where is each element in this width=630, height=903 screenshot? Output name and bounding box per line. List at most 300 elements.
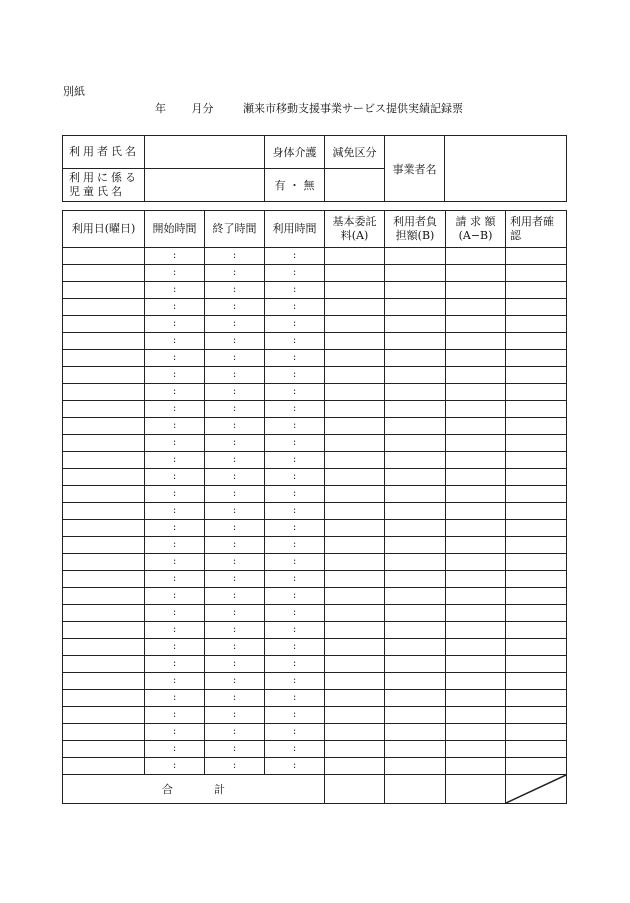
- usage-time-cell[interactable]: [265, 486, 325, 503]
- time-separator: :: [292, 250, 297, 261]
- user-burden-cell[interactable]: [385, 588, 446, 605]
- date-cell[interactable]: [63, 384, 145, 401]
- start-time-cell[interactable]: [145, 316, 205, 333]
- provider-name-field[interactable]: [445, 136, 567, 202]
- total-char-1: 合: [162, 783, 173, 796]
- start-time-cell[interactable]: [145, 350, 205, 367]
- end-time-cell[interactable]: [205, 588, 265, 605]
- end-time-cell[interactable]: [205, 401, 265, 418]
- date-cell[interactable]: [63, 588, 145, 605]
- date-cell[interactable]: [63, 282, 145, 299]
- end-time-cell[interactable]: [205, 248, 265, 265]
- base-fee-cell[interactable]: [325, 452, 385, 469]
- child-name-field[interactable]: [145, 169, 265, 202]
- date-cell[interactable]: [63, 639, 145, 656]
- end-time-cell[interactable]: [205, 520, 265, 537]
- confirm-cell[interactable]: [506, 384, 567, 401]
- user-burden-cell[interactable]: [385, 571, 446, 588]
- record-rows: [63, 248, 567, 775]
- base-fee-cell[interactable]: [325, 418, 385, 435]
- end-time-cell[interactable]: [205, 384, 265, 401]
- user-burden-cell[interactable]: [385, 452, 446, 469]
- date-cell[interactable]: [63, 571, 145, 588]
- start-time-cell[interactable]: [145, 435, 205, 452]
- billing-cell[interactable]: [446, 452, 506, 469]
- start-time-cell[interactable]: [145, 333, 205, 350]
- user-burden-cell[interactable]: [385, 435, 446, 452]
- time-separator: :: [292, 420, 297, 431]
- end-time-cell[interactable]: [205, 554, 265, 571]
- usage-time-cell[interactable]: [265, 537, 325, 554]
- date-cell[interactable]: [63, 758, 145, 775]
- document-title-row: [155, 100, 463, 116]
- confirm-cell[interactable]: [506, 656, 567, 673]
- confirm-cell[interactable]: [506, 690, 567, 707]
- physical-care-value[interactable]: 有 ・ 無: [265, 169, 325, 202]
- base-fee-cell[interactable]: [325, 486, 385, 503]
- date-cell[interactable]: [63, 622, 145, 639]
- billing-cell[interactable]: [446, 741, 506, 758]
- base-fee-cell[interactable]: [325, 605, 385, 622]
- col-confirm-header: [506, 211, 567, 248]
- usage-time-cell[interactable]: [265, 707, 325, 724]
- base-fee-cell[interactable]: [325, 724, 385, 741]
- user-burden-cell[interactable]: [385, 673, 446, 690]
- base-fee-cell[interactable]: [325, 401, 385, 418]
- user-burden-cell[interactable]: [385, 554, 446, 571]
- date-cell[interactable]: [63, 520, 145, 537]
- user-burden-cell[interactable]: [385, 622, 446, 639]
- date-cell[interactable]: [63, 469, 145, 486]
- billing-cell[interactable]: [446, 537, 506, 554]
- date-cell[interactable]: [63, 418, 145, 435]
- billing-cell[interactable]: [446, 588, 506, 605]
- base-fee-cell[interactable]: [325, 367, 385, 384]
- start-time-cell[interactable]: [145, 367, 205, 384]
- billing-cell[interactable]: [446, 469, 506, 486]
- start-time-cell[interactable]: [145, 588, 205, 605]
- user-burden-cell[interactable]: [385, 741, 446, 758]
- table-row: [63, 333, 567, 350]
- date-cell[interactable]: [63, 316, 145, 333]
- end-time-cell[interactable]: [205, 571, 265, 588]
- confirm-cell[interactable]: [506, 265, 567, 282]
- start-time-cell[interactable]: [145, 265, 205, 282]
- billing-cell[interactable]: [446, 350, 506, 367]
- col-base-fee-header: [325, 211, 385, 248]
- end-time-cell[interactable]: [205, 673, 265, 690]
- start-time-cell[interactable]: [145, 299, 205, 316]
- time-separator: :: [232, 318, 237, 329]
- user-burden-cell[interactable]: [385, 520, 446, 537]
- billing-cell[interactable]: [446, 690, 506, 707]
- usage-time-cell[interactable]: [265, 469, 325, 486]
- base-fee-cell[interactable]: [325, 520, 385, 537]
- confirm-cell[interactable]: [506, 622, 567, 639]
- base-fee-cell[interactable]: [325, 350, 385, 367]
- start-time-cell[interactable]: [145, 520, 205, 537]
- time-separator: :: [172, 335, 177, 346]
- user-burden-cell[interactable]: [385, 282, 446, 299]
- user-burden-cell[interactable]: [385, 367, 446, 384]
- total-billing[interactable]: [446, 775, 506, 804]
- usage-time-cell[interactable]: [265, 690, 325, 707]
- table-row: [63, 588, 567, 605]
- start-time-cell[interactable]: [145, 758, 205, 775]
- user-burden-cell[interactable]: [385, 707, 446, 724]
- usage-time-cell[interactable]: [265, 605, 325, 622]
- user-burden-cell[interactable]: [385, 486, 446, 503]
- time-separator: :: [232, 522, 237, 533]
- start-time-cell[interactable]: [145, 469, 205, 486]
- confirm-cell[interactable]: [506, 758, 567, 775]
- start-time-cell[interactable]: [145, 707, 205, 724]
- date-cell[interactable]: [63, 554, 145, 571]
- usage-time-cell[interactable]: [265, 452, 325, 469]
- date-cell[interactable]: [63, 605, 145, 622]
- base-fee-cell[interactable]: [325, 554, 385, 571]
- date-cell[interactable]: [63, 435, 145, 452]
- user-burden-cell[interactable]: [385, 690, 446, 707]
- start-time-cell[interactable]: [145, 622, 205, 639]
- end-time-cell[interactable]: [205, 350, 265, 367]
- usage-time-cell[interactable]: [265, 673, 325, 690]
- confirm-cell[interactable]: [506, 333, 567, 350]
- confirm-cell[interactable]: [506, 367, 567, 384]
- user-burden-cell[interactable]: [385, 758, 446, 775]
- user-burden-cell[interactable]: [385, 265, 446, 282]
- end-time-cell[interactable]: [205, 265, 265, 282]
- billing-cell[interactable]: [446, 486, 506, 503]
- billing-cell[interactable]: [446, 758, 506, 775]
- end-time-cell[interactable]: [205, 299, 265, 316]
- time-separator: :: [172, 386, 177, 397]
- billing-cell[interactable]: [446, 299, 506, 316]
- base-fee-cell[interactable]: [325, 758, 385, 775]
- time-separator: :: [172, 267, 177, 278]
- user-burden-cell[interactable]: [385, 418, 446, 435]
- start-time-cell[interactable]: [145, 384, 205, 401]
- confirm-cell[interactable]: [506, 452, 567, 469]
- date-cell[interactable]: [63, 673, 145, 690]
- end-time-cell[interactable]: [205, 452, 265, 469]
- base-fee-cell[interactable]: [325, 673, 385, 690]
- date-cell[interactable]: [63, 690, 145, 707]
- date-cell[interactable]: [63, 486, 145, 503]
- billing-cell[interactable]: [446, 265, 506, 282]
- time-separator: :: [172, 301, 177, 312]
- time-separator: :: [292, 743, 297, 754]
- child-name-label-line2: 児童氏名: [69, 185, 125, 198]
- confirm-cell[interactable]: [506, 554, 567, 571]
- user-burden-cell[interactable]: [385, 469, 446, 486]
- billing-cell[interactable]: [446, 384, 506, 401]
- end-time-cell[interactable]: [205, 486, 265, 503]
- base-fee-cell[interactable]: [325, 248, 385, 265]
- time-separator: :: [232, 556, 237, 567]
- start-time-cell[interactable]: [145, 690, 205, 707]
- base-fee-cell[interactable]: [325, 588, 385, 605]
- billing-cell[interactable]: [446, 401, 506, 418]
- confirm-cell[interactable]: [506, 350, 567, 367]
- date-cell[interactable]: [63, 265, 145, 282]
- end-time-cell[interactable]: [205, 622, 265, 639]
- billing-cell[interactable]: [446, 367, 506, 384]
- table-row: [63, 486, 567, 503]
- time-separator: :: [232, 301, 237, 312]
- start-time-cell[interactable]: [145, 724, 205, 741]
- usage-time-cell[interactable]: [265, 758, 325, 775]
- date-cell[interactable]: [63, 503, 145, 520]
- usage-time-cell[interactable]: [265, 299, 325, 316]
- base-fee-cell[interactable]: [325, 622, 385, 639]
- usage-time-cell[interactable]: [265, 554, 325, 571]
- date-cell[interactable]: [63, 707, 145, 724]
- confirm-cell[interactable]: [506, 605, 567, 622]
- billing-cell[interactable]: [446, 435, 506, 452]
- start-time-cell[interactable]: [145, 418, 205, 435]
- time-separator: :: [232, 590, 237, 601]
- date-cell[interactable]: [63, 537, 145, 554]
- total-base-fee[interactable]: [325, 775, 385, 804]
- user-burden-cell[interactable]: [385, 316, 446, 333]
- user-burden-cell[interactable]: [385, 248, 446, 265]
- base-fee-cell[interactable]: [325, 503, 385, 520]
- confirm-cell[interactable]: [506, 401, 567, 418]
- confirm-cell[interactable]: [506, 418, 567, 435]
- usage-time-cell[interactable]: [265, 724, 325, 741]
- end-time-cell[interactable]: [205, 656, 265, 673]
- usage-time-cell[interactable]: [265, 622, 325, 639]
- usage-time-cell[interactable]: [265, 571, 325, 588]
- base-fee-cell[interactable]: [325, 537, 385, 554]
- user-burden-cell[interactable]: [385, 724, 446, 741]
- start-time-cell[interactable]: [145, 486, 205, 503]
- usage-time-cell[interactable]: [265, 435, 325, 452]
- confirm-cell[interactable]: [506, 316, 567, 333]
- base-fee-cell[interactable]: [325, 690, 385, 707]
- confirm-cell[interactable]: [506, 503, 567, 520]
- user-burden-cell[interactable]: [385, 333, 446, 350]
- table-row: [63, 622, 567, 639]
- billing-cell[interactable]: [446, 316, 506, 333]
- billing-cell[interactable]: [446, 282, 506, 299]
- usage-time-cell[interactable]: [265, 316, 325, 333]
- date-cell[interactable]: [63, 367, 145, 384]
- billing-cell[interactable]: [446, 248, 506, 265]
- usage-time-cell[interactable]: [265, 503, 325, 520]
- start-time-cell[interactable]: [145, 452, 205, 469]
- confirm-cell[interactable]: [506, 282, 567, 299]
- base-fee-cell[interactable]: [325, 299, 385, 316]
- base-fee-cell[interactable]: [325, 333, 385, 350]
- time-separator: :: [232, 250, 237, 261]
- date-cell[interactable]: [63, 333, 145, 350]
- user-burden-cell[interactable]: [385, 605, 446, 622]
- usage-time-cell[interactable]: [265, 639, 325, 656]
- end-time-cell[interactable]: [205, 639, 265, 656]
- reduction-field[interactable]: [325, 169, 385, 202]
- usage-time-cell[interactable]: [265, 384, 325, 401]
- billing-cell[interactable]: [446, 656, 506, 673]
- time-separator: :: [172, 709, 177, 720]
- confirm-cell[interactable]: [506, 486, 567, 503]
- end-time-cell[interactable]: [205, 282, 265, 299]
- base-fee-cell[interactable]: [325, 639, 385, 656]
- confirm-cell[interactable]: [506, 571, 567, 588]
- user-burden-cell[interactable]: [385, 401, 446, 418]
- start-time-cell[interactable]: [145, 639, 205, 656]
- billing-cell[interactable]: [446, 605, 506, 622]
- billing-cell[interactable]: [446, 673, 506, 690]
- start-time-cell[interactable]: [145, 248, 205, 265]
- table-row: [63, 384, 567, 401]
- time-separator: :: [292, 709, 297, 720]
- start-time-cell[interactable]: [145, 673, 205, 690]
- confirm-cell[interactable]: [506, 588, 567, 605]
- billing-cell[interactable]: [446, 520, 506, 537]
- base-fee-cell[interactable]: [325, 741, 385, 758]
- date-cell[interactable]: [63, 299, 145, 316]
- user-burden-cell[interactable]: [385, 350, 446, 367]
- usage-time-cell[interactable]: [265, 265, 325, 282]
- end-time-cell[interactable]: [205, 707, 265, 724]
- time-separator: :: [232, 454, 237, 465]
- user-name-label: 利用者氏名: [63, 136, 145, 169]
- date-cell[interactable]: [63, 656, 145, 673]
- date-cell[interactable]: [63, 724, 145, 741]
- usage-time-cell[interactable]: [265, 282, 325, 299]
- start-time-cell[interactable]: [145, 741, 205, 758]
- confirm-cell[interactable]: [506, 248, 567, 265]
- base-fee-cell[interactable]: [325, 282, 385, 299]
- time-separator: :: [232, 284, 237, 295]
- end-time-cell[interactable]: [205, 724, 265, 741]
- date-cell[interactable]: [63, 350, 145, 367]
- billing-cell[interactable]: [446, 418, 506, 435]
- user-name-field[interactable]: [145, 136, 265, 169]
- usage-time-cell[interactable]: [265, 333, 325, 350]
- usage-time-cell[interactable]: [265, 418, 325, 435]
- billing-cell[interactable]: [446, 503, 506, 520]
- base-fee-cell[interactable]: [325, 571, 385, 588]
- time-separator: :: [172, 539, 177, 550]
- date-cell[interactable]: [63, 248, 145, 265]
- confirm-cell[interactable]: [506, 639, 567, 656]
- end-time-cell[interactable]: [205, 367, 265, 384]
- confirm-cell[interactable]: [506, 741, 567, 758]
- col-date-header: 利用日(曜日): [63, 211, 145, 248]
- time-separator: :: [232, 675, 237, 686]
- time-separator: :: [172, 556, 177, 567]
- start-time-cell[interactable]: [145, 282, 205, 299]
- end-time-cell[interactable]: [205, 690, 265, 707]
- user-burden-cell[interactable]: [385, 299, 446, 316]
- end-time-cell[interactable]: [205, 537, 265, 554]
- table-row: [63, 639, 567, 656]
- user-burden-cell[interactable]: [385, 656, 446, 673]
- usage-time-cell[interactable]: [265, 248, 325, 265]
- date-cell[interactable]: [63, 452, 145, 469]
- confirm-cell[interactable]: [506, 707, 567, 724]
- base-fee-cell[interactable]: [325, 384, 385, 401]
- table-row: [63, 435, 567, 452]
- user-burden-cell[interactable]: [385, 537, 446, 554]
- time-separator: :: [292, 301, 297, 312]
- end-time-cell[interactable]: [205, 435, 265, 452]
- end-time-cell[interactable]: [205, 333, 265, 350]
- user-burden-cell[interactable]: [385, 503, 446, 520]
- total-label: [63, 775, 325, 804]
- usage-time-cell[interactable]: [265, 741, 325, 758]
- confirm-cell[interactable]: [506, 469, 567, 486]
- start-time-cell[interactable]: [145, 401, 205, 418]
- usage-time-cell[interactable]: [265, 588, 325, 605]
- table-row: [63, 350, 567, 367]
- base-fee-cell[interactable]: [325, 656, 385, 673]
- usage-time-cell[interactable]: [265, 350, 325, 367]
- confirm-cell[interactable]: [506, 435, 567, 452]
- confirm-cell[interactable]: [506, 299, 567, 316]
- base-fee-cell[interactable]: [325, 316, 385, 333]
- start-time-cell[interactable]: [145, 537, 205, 554]
- usage-time-cell[interactable]: [265, 367, 325, 384]
- time-separator: :: [232, 692, 237, 703]
- usage-time-cell[interactable]: [265, 401, 325, 418]
- confirm-cell[interactable]: [506, 520, 567, 537]
- time-separator: :: [292, 573, 297, 584]
- table-row: [63, 316, 567, 333]
- end-time-cell[interactable]: [205, 469, 265, 486]
- usage-time-cell[interactable]: [265, 520, 325, 537]
- base-fee-cell[interactable]: [325, 469, 385, 486]
- end-time-cell[interactable]: [205, 503, 265, 520]
- date-cell[interactable]: [63, 741, 145, 758]
- usage-time-cell[interactable]: [265, 656, 325, 673]
- table-row: [63, 452, 567, 469]
- start-time-cell[interactable]: [145, 605, 205, 622]
- start-time-cell[interactable]: [145, 554, 205, 571]
- billing-cell[interactable]: [446, 571, 506, 588]
- date-cell[interactable]: [63, 401, 145, 418]
- time-separator: :: [232, 760, 237, 771]
- billing-cell[interactable]: [446, 707, 506, 724]
- end-time-cell[interactable]: [205, 605, 265, 622]
- confirm-cell[interactable]: [506, 537, 567, 554]
- confirm-cell[interactable]: [506, 673, 567, 690]
- time-separator: :: [292, 760, 297, 771]
- end-time-cell[interactable]: [205, 741, 265, 758]
- total-user-burden[interactable]: [385, 775, 446, 804]
- billing-cell[interactable]: [446, 333, 506, 350]
- user-burden-cell[interactable]: [385, 639, 446, 656]
- base-fee-cell[interactable]: [325, 707, 385, 724]
- billing-cell[interactable]: [446, 622, 506, 639]
- end-time-cell[interactable]: [205, 758, 265, 775]
- start-time-cell[interactable]: [145, 656, 205, 673]
- confirm-cell[interactable]: [506, 724, 567, 741]
- start-time-cell[interactable]: [145, 571, 205, 588]
- billing-cell[interactable]: [446, 554, 506, 571]
- end-time-cell[interactable]: [205, 316, 265, 333]
- user-burden-cell[interactable]: [385, 384, 446, 401]
- base-fee-cell[interactable]: [325, 265, 385, 282]
- start-time-cell[interactable]: [145, 503, 205, 520]
- end-time-cell[interactable]: [205, 418, 265, 435]
- base-fee-cell[interactable]: [325, 435, 385, 452]
- billing-cell[interactable]: [446, 724, 506, 741]
- billing-cell[interactable]: [446, 639, 506, 656]
